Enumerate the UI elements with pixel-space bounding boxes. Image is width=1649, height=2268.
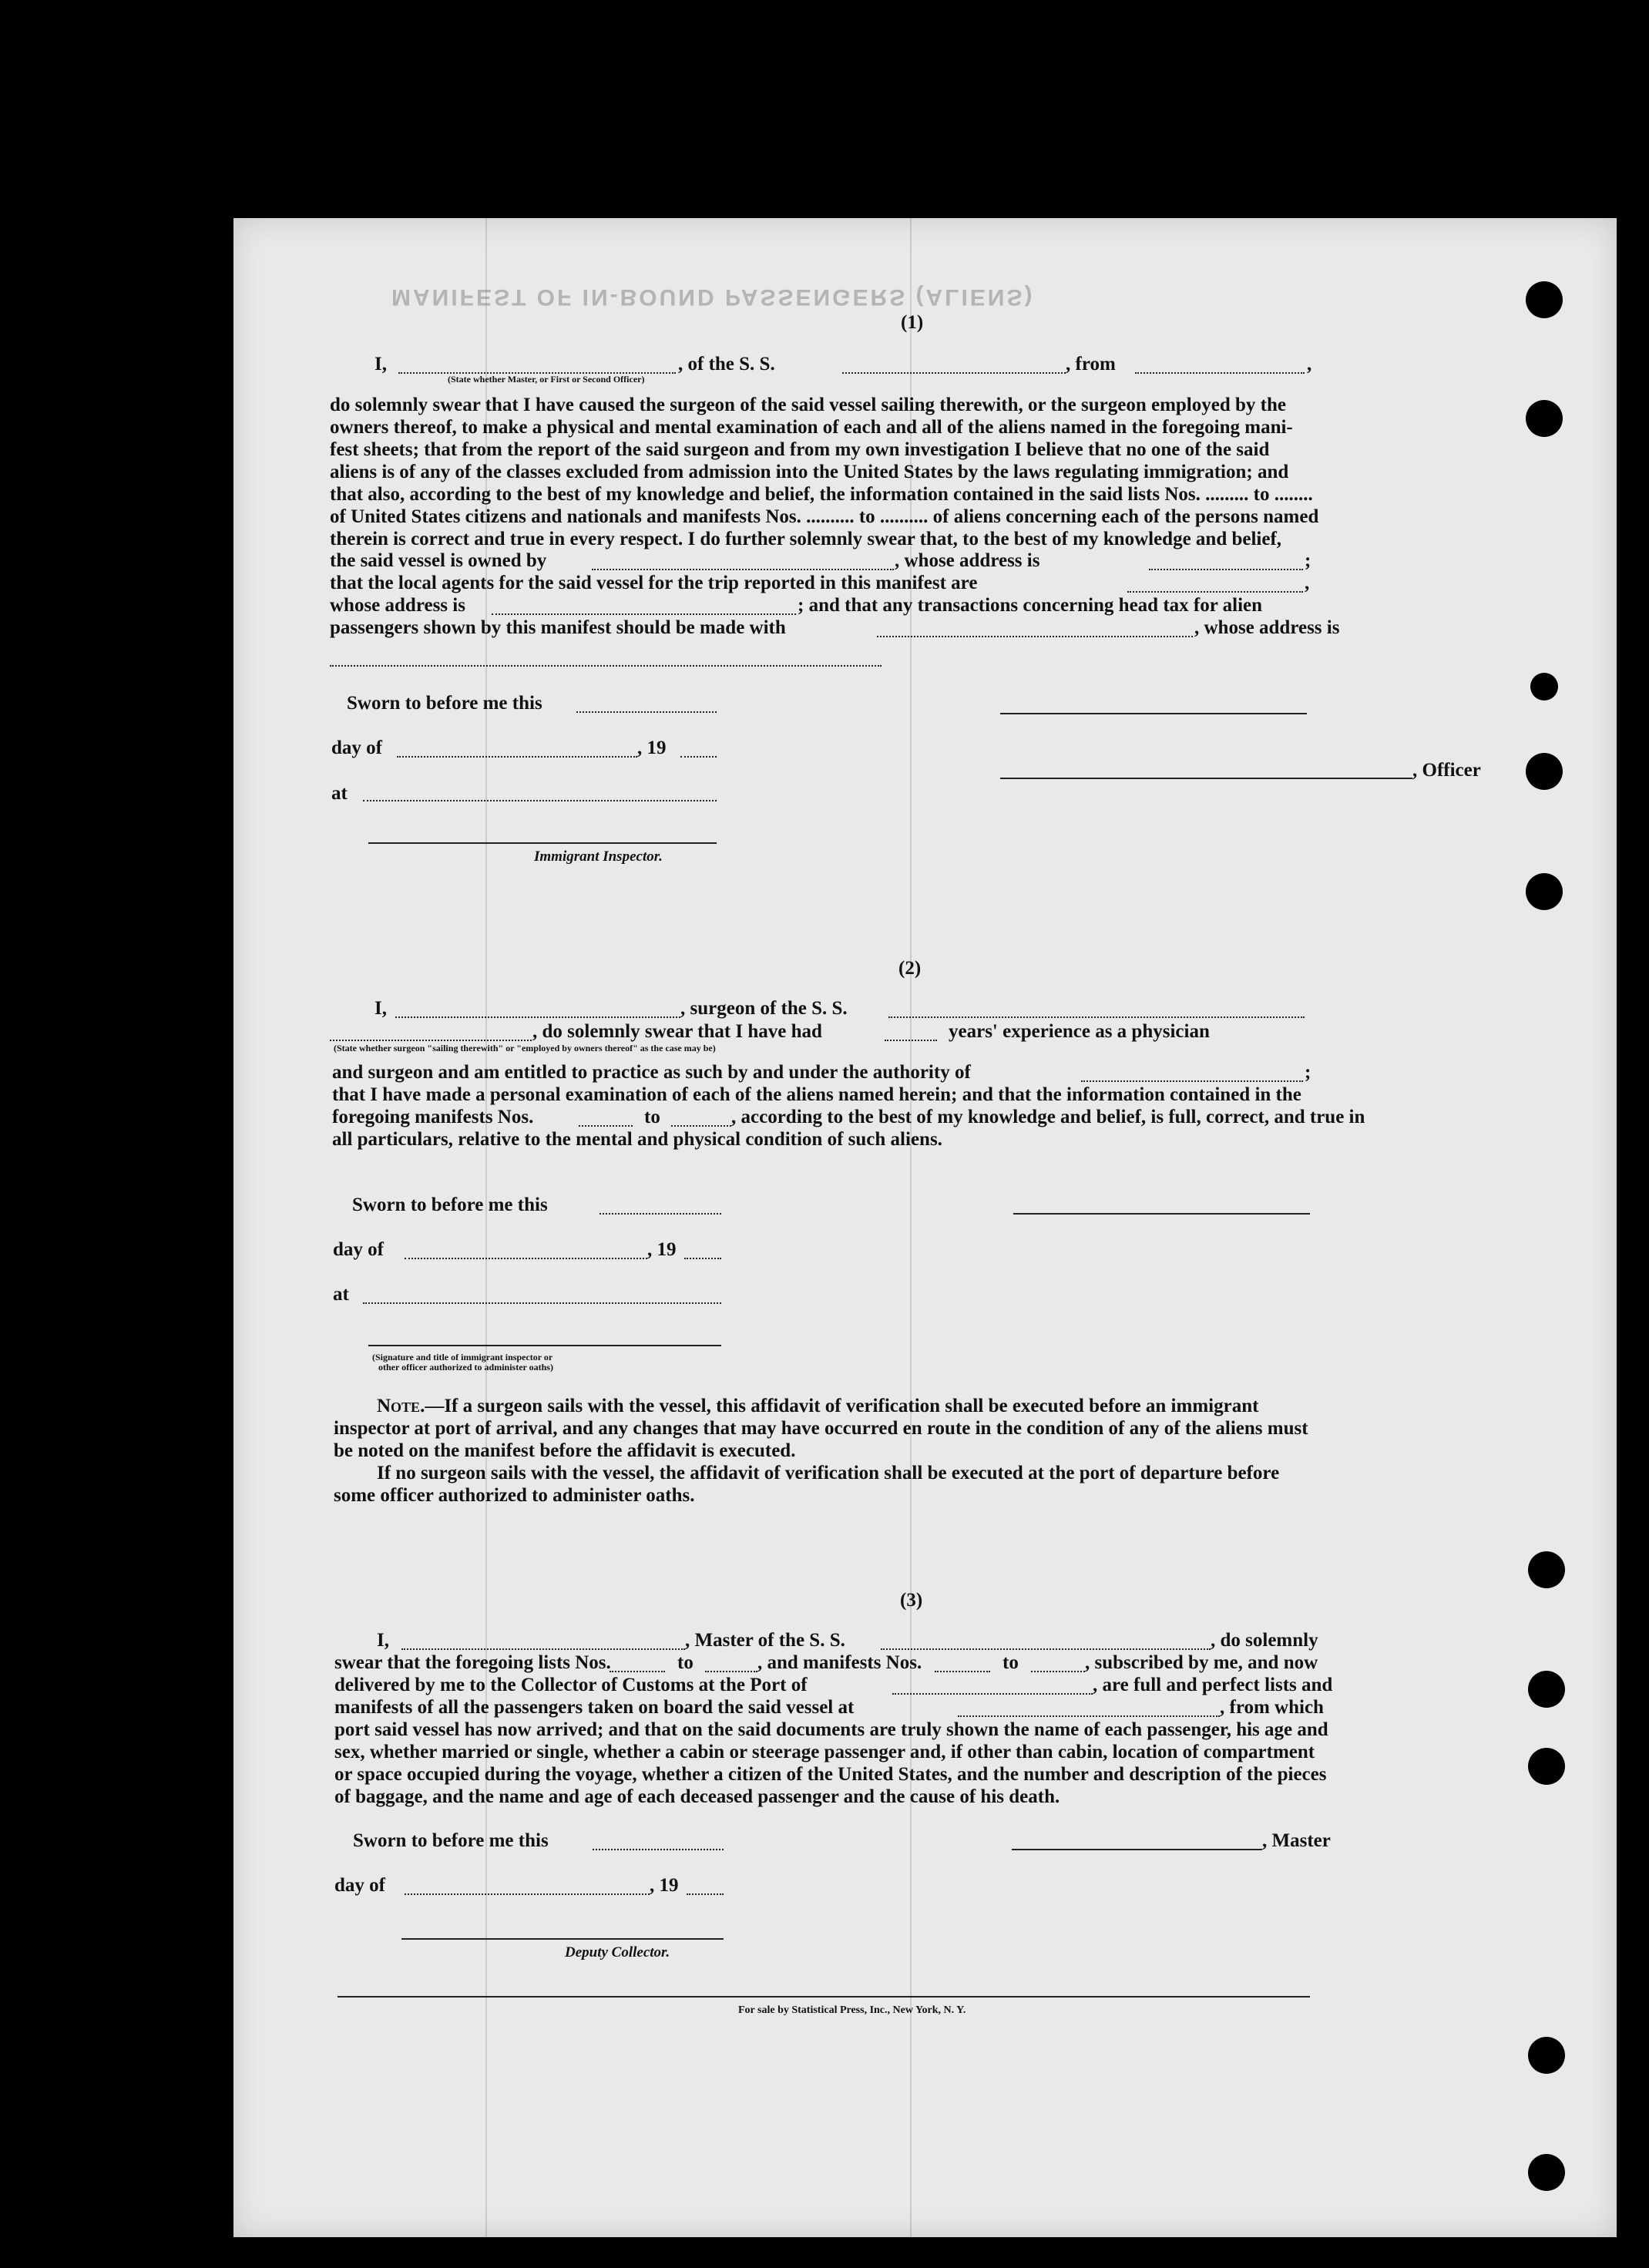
punch-hole xyxy=(1526,753,1563,790)
punch-hole xyxy=(1528,2154,1565,2191)
s1-sworn-label: Sworn to before me this xyxy=(347,693,542,714)
s1-tax-agent-address-field[interactable] xyxy=(330,665,882,667)
s3-sworn-day-field[interactable] xyxy=(593,1849,724,1850)
punch-hole xyxy=(1528,1748,1565,1785)
s3-lists-label: swear that the foregoing lists Nos. xyxy=(334,1652,611,1673)
s2-surgeon-label: , surgeon of the S. S. xyxy=(680,998,848,1019)
s1-year-field[interactable] xyxy=(680,756,717,758)
s3-master-signature-line[interactable] xyxy=(1012,1849,1262,1850)
s1-whose-address-label: , whose address is xyxy=(895,550,1040,571)
s1-agent-address-field[interactable] xyxy=(492,613,796,615)
s2-month-field[interactable] xyxy=(405,1258,647,1259)
s1-paragraph xyxy=(330,394,1318,550)
s3-port-field[interactable] xyxy=(892,1693,1093,1695)
s2-to-label: to xyxy=(644,1107,660,1127)
s3-month-field[interactable] xyxy=(405,1893,650,1895)
s1-head-tax-label: ; and that any transactions concerning head tax for alien xyxy=(798,595,1263,616)
s2-authority-field[interactable] xyxy=(1081,1080,1303,1082)
s3-master-label: , Master of the S. S. xyxy=(685,1630,845,1651)
s3-collector-line[interactable] xyxy=(401,1938,724,1940)
s1-rank-caption: (State whether Master, or First or Second Officer) xyxy=(448,374,645,385)
footer-printer: For sale by Statistical Press, Inc., New York, N. Y. xyxy=(738,2004,966,2016)
s2-sworn-day-field[interactable] xyxy=(599,1213,721,1215)
s1-whose-address-label-3: , whose address is xyxy=(1194,617,1340,638)
s2-semicolon: ; xyxy=(1305,1062,1311,1083)
s3-year-label: , 19 xyxy=(650,1875,679,1896)
s1-owner-address-field[interactable] xyxy=(1149,569,1303,570)
s3-from-which-label: , from which xyxy=(1220,1697,1324,1718)
s1-year-label: , 19 xyxy=(637,738,667,758)
s1-comma-2: , xyxy=(1305,573,1310,593)
s1-i-label: I, xyxy=(374,354,387,375)
s1-of-ss-label: , of the S. S. xyxy=(678,354,775,375)
s3-to-label: to xyxy=(677,1652,694,1673)
s1-officer-label: , Officer xyxy=(1412,760,1481,781)
s2-at-field[interactable] xyxy=(363,1302,721,1304)
s1-tax-agent-field[interactable] xyxy=(877,636,1193,637)
s1-at-field[interactable] xyxy=(363,800,717,801)
punch-hole xyxy=(1528,2037,1565,2074)
s2-year-field[interactable] xyxy=(684,1258,721,1259)
s3-delivered-label: delivered by me to the Collector of Customs at the Port of xyxy=(334,1675,808,1695)
s3-manifests-all-label: manifests of all the passengers taken on board the said vessel at xyxy=(334,1697,855,1718)
s3-subscribed-label: , subscribed by me, and now xyxy=(1085,1652,1318,1673)
s2-sailing-field[interactable] xyxy=(330,1040,532,1041)
s2-note-line4: If no surgeon sails with the vessel, the affidavit of verification shall be executed at the port of departure before xyxy=(377,1463,1280,1483)
s3-vessel-field[interactable] xyxy=(881,1648,1211,1650)
note-text: —If a surgeon sails with the vessel, this affidavit of verification shall be executed before an immigrant xyxy=(425,1396,1259,1416)
s3-solemnly-label: , do solemnly xyxy=(1211,1630,1318,1651)
s1-owned-by-label: the said vessel is owned by xyxy=(330,550,547,571)
s3-line7: or space occupied during the voyage, whether a citizen of the United States, and the number and description of the pieces xyxy=(334,1764,1327,1785)
s1-inspector-line[interactable] xyxy=(368,842,717,844)
s2-name-field[interactable] xyxy=(395,1016,680,1018)
s2-years-label: years' experience as a physician xyxy=(949,1021,1210,1042)
s1-comma: , xyxy=(1307,354,1312,375)
punch-hole xyxy=(1528,1551,1565,1588)
s2-sig-caption xyxy=(372,1352,553,1373)
s2-manifest-to-field[interactable] xyxy=(671,1125,731,1127)
s3-line6: sex, whether married or single, whether a cabin or steerage passenger and, if other than cabin, location of compartment xyxy=(334,1742,1315,1762)
s1-owner-field[interactable] xyxy=(592,569,894,570)
s1-month-field[interactable] xyxy=(397,756,637,758)
footer-rule xyxy=(338,1996,1310,1998)
s3-name-field[interactable] xyxy=(401,1648,685,1650)
bleed-through-text: MANIFEST OF IN-BOUND PASSENGERS (ALIENS) xyxy=(391,284,1035,310)
s2-at-label: at xyxy=(333,1284,349,1305)
s1-local-agents-field[interactable] xyxy=(1127,591,1303,593)
s3-to-label-2: to xyxy=(1002,1652,1019,1673)
note-label: Note. xyxy=(377,1396,425,1416)
s1-para-line: of United States citizens and nationals and manifests Nos. .......... to .......... of aliens concerning each of the persons named xyxy=(330,506,1319,527)
punch-hole xyxy=(1530,673,1558,701)
s3-sworn-label: Sworn to before me this xyxy=(353,1830,549,1851)
s1-vessel-field[interactable] xyxy=(842,372,1066,374)
s1-from-label: , from xyxy=(1066,354,1116,375)
s2-signature-line[interactable] xyxy=(1013,1213,1310,1215)
s1-para-line: do solemnly swear that I have caused the surgeon of the said vessel sailing therewith, or the surgeon employed by the xyxy=(330,395,1286,415)
s2-note-line1 xyxy=(377,1396,1258,1417)
s2-authority-label: and surgeon and am entitled to practice as such by and under the authority of xyxy=(332,1062,971,1083)
punch-hole xyxy=(1528,1671,1565,1708)
s1-officer-line[interactable] xyxy=(1000,778,1412,779)
punch-hole xyxy=(1526,400,1563,437)
s3-list-from-field[interactable] xyxy=(610,1671,665,1672)
s1-inspector-label: Immigrant Inspector. xyxy=(534,848,663,865)
s2-vessel-field[interactable] xyxy=(888,1016,1305,1018)
s2-day-of-label: day of xyxy=(333,1239,384,1260)
s3-line8: of baggage, and the name and age of each deceased passenger and the cause of his death. xyxy=(334,1786,1060,1807)
section-3-number: (3) xyxy=(900,1590,923,1611)
s1-para-line: therein is correct and true in every respect. I do further solemnly swear that, to the best of my knowledge and belief, xyxy=(330,529,1282,549)
section-1-number: (1) xyxy=(901,312,924,333)
s3-line5: port said vessel has now arrived; and that on the said documents are truly shown the name of each passenger, his age and xyxy=(334,1719,1328,1740)
s3-list-to-field[interactable] xyxy=(705,1671,757,1672)
s2-inspector-line[interactable] xyxy=(368,1345,721,1346)
s1-signature-line[interactable] xyxy=(1000,713,1307,714)
s1-para-line: that also, according to the best of my knowledge and belief, the information contained in the said lists Nos. ......... to ........ xyxy=(330,484,1313,505)
s2-line6: all particulars, relative to the mental and physical condition of such aliens. xyxy=(332,1129,942,1150)
s1-para-line: owners thereof, to make a physical and mental examination of each and all of the aliens named in the foregoing mani- xyxy=(330,417,1293,438)
s2-note-line5: some officer authorized to administer oaths. xyxy=(334,1485,695,1506)
s3-manifests-label: , and manifests Nos. xyxy=(757,1652,922,1673)
s2-sworn-label: Sworn to before me this xyxy=(352,1194,548,1215)
form-page xyxy=(233,218,1617,2237)
s3-day-of-label: day of xyxy=(334,1875,385,1896)
s2-manifest-from-field[interactable] xyxy=(579,1125,633,1127)
s2-note-line3: be noted on the manifest before the affidavit is executed. xyxy=(334,1440,796,1461)
punch-hole xyxy=(1526,281,1563,318)
s1-sworn-day-field[interactable] xyxy=(576,711,717,713)
s1-at-label: at xyxy=(331,783,348,804)
s2-sig-caption-line: (Signature and title of immigrant inspector or xyxy=(372,1352,553,1362)
section-2-number: (2) xyxy=(898,958,922,979)
s3-perfect-label: , are full and perfect lists and xyxy=(1093,1675,1333,1695)
s2-manifests-label: foregoing manifests Nos. xyxy=(332,1107,534,1127)
s2-years-field[interactable] xyxy=(885,1040,937,1041)
s2-line4: that I have made a personal examination of each of the aliens named herein; and that the information contained in the xyxy=(332,1084,1301,1105)
s1-local-agents-label: that the local agents for the said vessel for the trip reported in this manifest are xyxy=(330,573,978,593)
s3-i-label: I, xyxy=(377,1630,389,1651)
s1-whose-address-label-2: whose address is xyxy=(330,595,465,616)
s2-swear-label: , do solemnly swear that I have had xyxy=(532,1021,822,1042)
s1-passengers-label: passengers shown by this manifest should be made with xyxy=(330,617,786,638)
s3-manifest-to-field[interactable] xyxy=(1031,1671,1085,1672)
s3-year-field[interactable] xyxy=(687,1893,724,1895)
s2-note-line2: inspector at port of arrival, and any changes that may have occurred en route in the condition of any of the aliens must xyxy=(334,1418,1308,1439)
s1-para-line: aliens is of any of the classes excluded from admission into the United States by the laws regulating immigration; and xyxy=(330,462,1289,482)
s1-day-of-label: day of xyxy=(331,738,382,758)
s3-master-title: , Master xyxy=(1262,1830,1331,1851)
s3-collector-label: Deputy Collector. xyxy=(565,1944,670,1961)
s3-manifest-from-field[interactable] xyxy=(935,1671,990,1672)
s2-year-label: , 19 xyxy=(647,1239,677,1260)
s3-departure-port-field[interactable] xyxy=(958,1715,1220,1717)
s2-line5-rest: , according to the best of my knowledge and belief, is full, correct, and true in xyxy=(731,1107,1365,1127)
s2-i-label: I, xyxy=(374,998,387,1019)
s1-para-line: fest sheets; that from the report of the said surgeon and from my own investigation I believe that no one of the said xyxy=(330,439,1270,460)
punch-hole xyxy=(1526,873,1563,910)
s2-sig-caption-line: other officer authorized to administer oaths) xyxy=(378,1362,553,1373)
s1-from-field[interactable] xyxy=(1135,372,1305,374)
s1-semicolon: ; xyxy=(1305,550,1311,571)
s2-sailing-caption: (State whether surgeon "sailing therewith" or "employed by owners thereof" as the case may be) xyxy=(334,1043,716,1053)
